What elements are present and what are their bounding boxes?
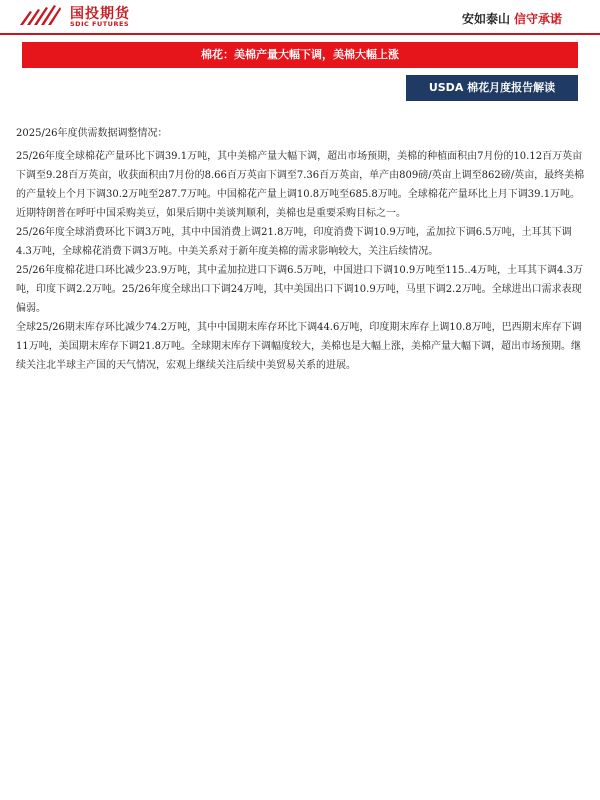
sdic-futures-logo (18, 2, 148, 30)
brand-name-cn: 国投期货 (70, 6, 130, 22)
paragraph-consumption: 25/26年度全球消费环比下调3万吨，其中中国消费上调21.8万吨，印度消费下调10.9万吨，孟加拉下调6.5万吨，土耳其下调4.3万吨，全球棉花消费下调3万吨。中美关系对于新年度美棉的需求影响较大，关注后续情况。 (16, 227, 572, 257)
brand-name-en: SDIC FUTURES (70, 20, 130, 28)
slogan-main: 安如泰山 (461, 12, 510, 26)
page-header (0, 0, 600, 34)
paragraph-ending-stocks: 全球25/26期末库存环比减少74.2万吨，其中中国期末库存环比下调44.6万吨，印度期末库存上调10.8万吨，巴西期末库存下调11万吨，美国期末库存下调21.8万吨。全球期末库存下调幅度较大，美棉也是大幅上涨，美棉产量大幅下调，超出市场预期。继续关注北半球主产国的天气情况，宏观上继续关注后续中美贸易关系的进展。 (16, 322, 582, 371)
header-divider (0, 33, 600, 35)
paragraph-production: 25/26年度全球棉花产量环比下调39.1万吨，其中美棉产量大幅下调，超出市场预期，美棉的种植面积由7月份的10.12百万英亩下调至9.28百万英亩，收获面积由7月份的8.66百万英亩下调至7.36百万英亩，单产由809磅/英亩上调至862磅/英亩，最终美棉的产量较上个月下调30.2万吨至287.7万吨。中国棉花产量上调10.8万吨至685.8万吨。全球棉花产量环比上月下调39.1万吨。近期特朗普在呼吁中国采购美豆，如果后期中美谈判顺利，美棉也是重要采购目标之一。 (16, 151, 585, 219)
slogan (462, 10, 562, 27)
paragraph-trade: 25/26年度棉花进口环比减少23.9万吨，其中孟加拉进口下调6.5万吨，中国进口下调10.9万吨至115..4万吨，土耳其下调4.3万吨，印度下调2.2万吨。25/26年度全球出口下调24万吨，其中美国出口下调10.9万吨，马里下调2.2万吨。全球进出口需求表现偏弱。 (16, 265, 583, 314)
slogan-accent: 信守承诺 (513, 12, 562, 26)
report-tag: USDA 棉花月度报告解读 (406, 75, 578, 101)
report-body (16, 124, 586, 375)
sdic-logo-mark-icon (18, 3, 62, 29)
title-banner: 棉花：美棉产量大幅下调，美棉大幅上涨 (22, 42, 578, 68)
section-subhead: 2025/26年度供需数据调整情况： (16, 128, 168, 139)
